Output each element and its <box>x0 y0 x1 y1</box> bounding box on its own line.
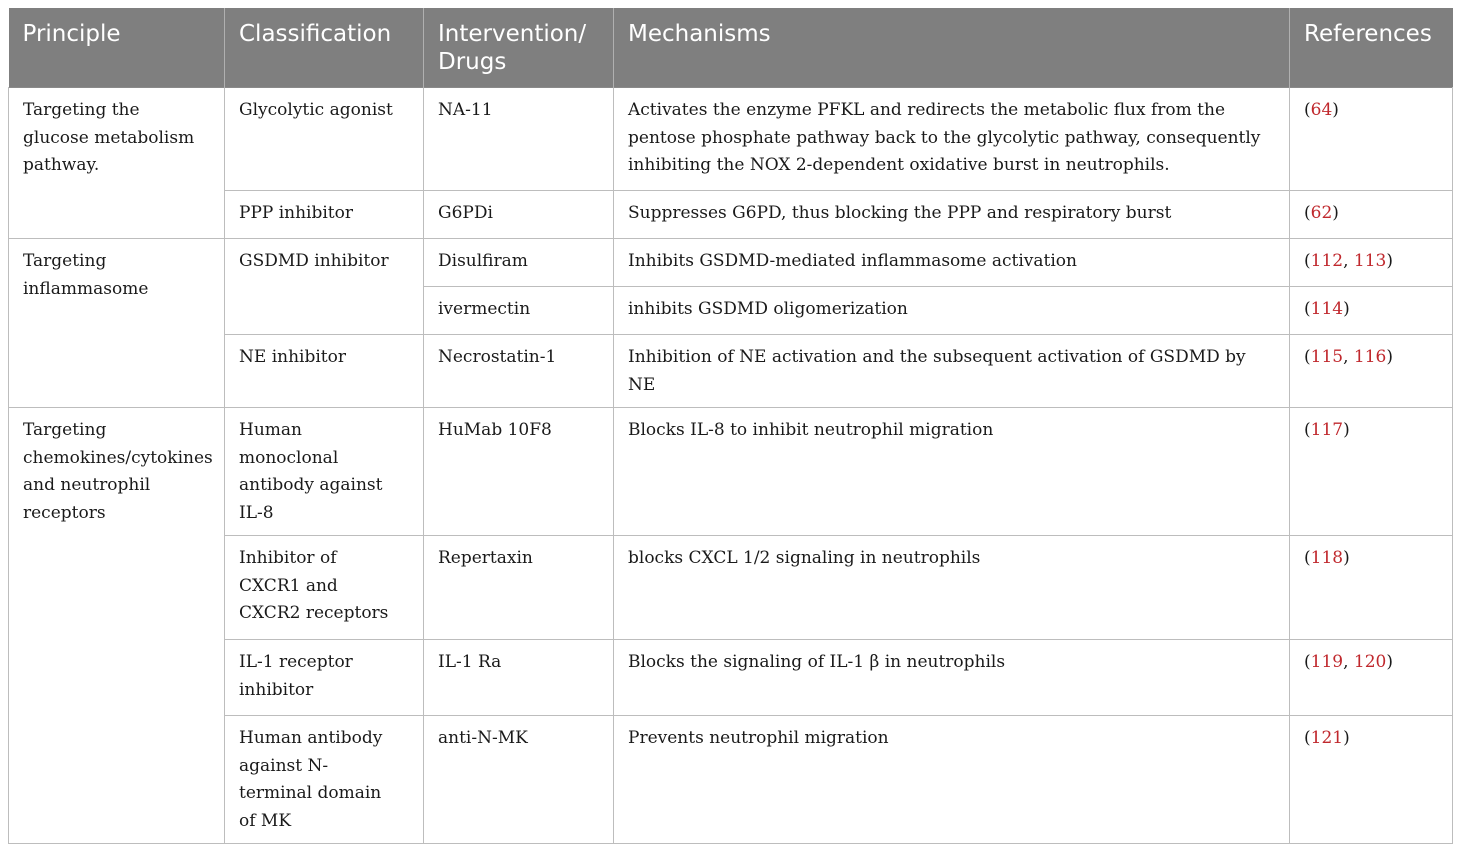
drug-cell <box>424 335 614 408</box>
drug-text: Disulfiram <box>438 251 528 271</box>
mechanism-text: Inhibits GSDMD-mediated inflammasome activation <box>628 251 1077 271</box>
mechanism-text: Prevents neutrophil migration <box>628 728 889 748</box>
classification-text: Glycolytic agonist <box>239 100 393 120</box>
references-cell: (64) <box>1290 88 1453 191</box>
table-row <box>9 88 1453 191</box>
mechanism-text: Suppresses G6PD, thus blocking the PPP and respiratory burst <box>628 203 1172 223</box>
table-row <box>9 640 1453 716</box>
reference-link[interactable]: 118 <box>1310 548 1344 568</box>
classification-cell <box>225 640 424 716</box>
mechanism-text: Blocks IL-8 to inhibit neutrophil migration <box>628 420 994 440</box>
reference-link[interactable]: 114 <box>1310 299 1344 319</box>
classification-cell <box>225 88 424 191</box>
mechanism-text: Blocks the signaling of IL-1 β in neutrophils <box>628 652 1006 672</box>
mechanism-cell <box>614 335 1290 408</box>
drug-cell <box>424 287 614 335</box>
classification-text: Human antibody against N-terminal domain of MK <box>239 728 383 831</box>
therapy-table <box>8 8 1453 844</box>
drug-cell <box>424 640 614 716</box>
header-classification: Classification <box>225 8 424 88</box>
classification-text: NE inhibitor <box>239 347 346 367</box>
classification-cell <box>225 408 424 536</box>
mechanism-text: Activates the enzyme PFKL and redirects the metabolic flux from the pentose phosphate pathway back to the glycolytic pathway, consequently inhibiting the NOX 2-dependent oxidative burst in neutrophils. <box>628 100 1261 175</box>
drug-text: IL-1 Ra <box>438 652 502 672</box>
header-row <box>9 8 1453 88</box>
drug-text: G6PDi <box>438 203 493 223</box>
classification-text: Human monoclonal antibody against IL-8 <box>239 420 383 523</box>
references-cell: (117) <box>1290 408 1453 536</box>
reference-link[interactable]: 120 <box>1353 652 1387 672</box>
table-row <box>9 191 1453 239</box>
drug-text: ivermectin <box>438 299 531 319</box>
header-references: References <box>1290 8 1453 88</box>
reference-link[interactable]: 115 <box>1310 347 1344 367</box>
reference-link[interactable]: 62 <box>1310 203 1333 223</box>
classification-text: Inhibitor of CXCR1 and CXCR2 receptors <box>239 548 389 623</box>
drug-text: NA-11 <box>438 100 493 120</box>
principle-text: Targeting the glucose metabolism pathway. <box>23 100 195 175</box>
principle-cell <box>9 239 225 408</box>
mechanism-text: Inhibition of NE activation and the subsequent activation of GSDMD by NE <box>628 347 1246 395</box>
references-cell: (119, 120) <box>1290 640 1453 716</box>
mechanism-text: blocks CXCL 1/2 signaling in neutrophils <box>628 548 981 568</box>
principle-text: Targeting chemokines/cytokines and neutrophil receptors <box>23 420 213 523</box>
drug-cell <box>424 88 614 191</box>
table-row <box>9 239 1453 287</box>
drug-text: anti-N-MK <box>438 728 528 748</box>
principle-cell <box>9 88 225 239</box>
header-intervention-drugs-text: Intervention/ Drugs <box>438 21 587 75</box>
classification-cell <box>225 191 424 239</box>
drug-cell <box>424 408 614 536</box>
principle-text: Targeting inflammasome <box>23 251 149 299</box>
references-cell: (112, 113) <box>1290 239 1453 287</box>
therapy-table-container <box>8 8 1452 844</box>
mechanism-cell <box>614 191 1290 239</box>
classification-text: IL-1 receptor inhibitor <box>239 652 353 700</box>
drug-text: Necrostatin-1 <box>438 347 557 367</box>
classification-cell <box>225 239 424 335</box>
mechanism-cell <box>614 536 1290 640</box>
drug-text: Repertaxin <box>438 548 533 568</box>
references-cell: (121) <box>1290 716 1453 844</box>
mechanism-cell <box>614 239 1290 287</box>
classification-text: GSDMD inhibitor <box>239 251 389 271</box>
reference-link[interactable]: 116 <box>1353 347 1387 367</box>
reference-link[interactable]: 113 <box>1353 251 1387 271</box>
references-cell: (114) <box>1290 287 1453 335</box>
table-row <box>9 536 1453 640</box>
reference-link[interactable]: 119 <box>1310 652 1344 672</box>
header-intervention-drugs <box>424 8 614 88</box>
mechanism-cell <box>614 640 1290 716</box>
table-row <box>9 408 1453 536</box>
mechanism-cell <box>614 287 1290 335</box>
reference-link[interactable]: 112 <box>1310 251 1344 271</box>
drug-text: HuMab 10F8 <box>438 420 552 440</box>
mechanism-cell <box>614 88 1290 191</box>
drug-cell <box>424 239 614 287</box>
references-cell: (118) <box>1290 536 1453 640</box>
header-principle: Principle <box>9 8 225 88</box>
mechanism-text: inhibits GSDMD oligomerization <box>628 299 908 319</box>
classification-text: PPP inhibitor <box>239 203 354 223</box>
mechanism-cell <box>614 408 1290 536</box>
classification-cell <box>225 536 424 640</box>
header-mechanisms: Mechanisms <box>614 8 1290 88</box>
principle-cell <box>9 408 225 844</box>
drug-cell <box>424 191 614 239</box>
references-cell: (62) <box>1290 191 1453 239</box>
drug-cell <box>424 536 614 640</box>
references-cell: (115, 116) <box>1290 335 1453 408</box>
table-row <box>9 335 1453 408</box>
reference-link[interactable]: 121 <box>1310 728 1344 748</box>
reference-link[interactable]: 64 <box>1310 100 1333 120</box>
classification-cell <box>225 335 424 408</box>
reference-link[interactable]: 117 <box>1310 420 1344 440</box>
